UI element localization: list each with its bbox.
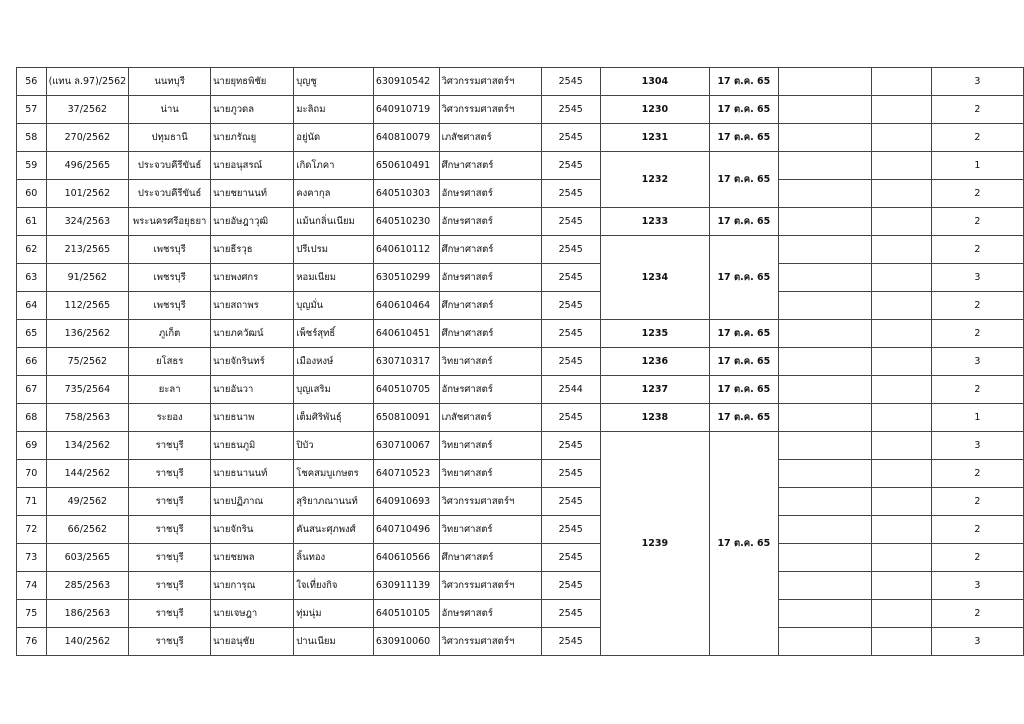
blank-cell-b <box>871 348 931 376</box>
faculty-cell: วิศวกรรมศาสตร์ฯ <box>439 488 541 516</box>
group-code-cell: 1234 <box>600 236 709 320</box>
blank-cell-b <box>871 572 931 600</box>
first-name-cell: นายภควัฒน์ <box>211 320 294 348</box>
reference-number-cell: 496/2565 <box>46 152 129 180</box>
count-cell: 3 <box>931 348 1023 376</box>
count-cell: 3 <box>931 628 1023 656</box>
table-row <box>17 208 1024 236</box>
group-code-cell: 1235 <box>600 320 709 348</box>
faculty-cell: อักษรศาสตร์ <box>439 208 541 236</box>
count-cell: 2 <box>931 544 1023 572</box>
last-name-cell: ทุ่มนุ่ม <box>294 600 374 628</box>
blank-cell-a <box>778 124 871 152</box>
table-row <box>17 404 1024 432</box>
student-id-cell: 640610451 <box>373 320 439 348</box>
blank-cell-b <box>871 376 931 404</box>
last-name-cell: เกิดโภคา <box>294 152 374 180</box>
table-row <box>17 516 1024 544</box>
last-name-cell: คันสนะศุภพงศ์ <box>294 516 374 544</box>
row-number-cell: 62 <box>17 236 47 264</box>
reference-number-cell: 91/2562 <box>46 264 129 292</box>
blank-cell-a <box>778 320 871 348</box>
reference-number-cell: 285/2563 <box>46 572 129 600</box>
first-name-cell: นายอนุสรณ์ <box>211 152 294 180</box>
group-code-cell: 1239 <box>600 432 709 656</box>
last-name-cell: มะลิถม <box>294 96 374 124</box>
reference-number-cell: 66/2562 <box>46 516 129 544</box>
row-number-cell: 57 <box>17 96 47 124</box>
student-id-cell: 630910060 <box>373 628 439 656</box>
faculty-cell: อักษรศาสตร์ <box>439 600 541 628</box>
faculty-cell: วิศวกรรมศาสตร์ฯ <box>439 96 541 124</box>
first-name-cell: นายอันวา <box>211 376 294 404</box>
blank-cell-b <box>871 152 931 180</box>
birth-year-cell: 2545 <box>541 544 600 572</box>
province-cell: พระนครศรีอยุธยา <box>129 208 211 236</box>
faculty-cell: ศึกษาศาสตร์ <box>439 236 541 264</box>
province-cell: น่าน <box>129 96 211 124</box>
faculty-cell: อักษรศาสตร์ <box>439 264 541 292</box>
table-row <box>17 68 1024 96</box>
province-cell: ราชบุรี <box>129 460 211 488</box>
count-cell: 3 <box>931 68 1023 96</box>
blank-cell-a <box>778 180 871 208</box>
birth-year-cell: 2545 <box>541 404 600 432</box>
student-id-cell: 640610464 <box>373 292 439 320</box>
row-number-cell: 68 <box>17 404 47 432</box>
group-date-cell: 17 ต.ค. 65 <box>710 432 779 656</box>
last-name-cell: เต็มศิริพันธุ์ <box>294 404 374 432</box>
row-number-cell: 65 <box>17 320 47 348</box>
birth-year-cell: 2545 <box>541 236 600 264</box>
last-name-cell: บุญชู <box>294 68 374 96</box>
last-name-cell: คงคากุล <box>294 180 374 208</box>
table-row <box>17 124 1024 152</box>
reference-number-cell: 134/2562 <box>46 432 129 460</box>
province-cell: ปทุมธานี <box>129 124 211 152</box>
birth-year-cell: 2545 <box>541 348 600 376</box>
birth-year-cell: 2545 <box>541 432 600 460</box>
reference-number-cell: 186/2563 <box>46 600 129 628</box>
table-row <box>17 264 1024 292</box>
reference-number-cell: 136/2562 <box>46 320 129 348</box>
faculty-cell: เภสัชศาสตร์ <box>439 404 541 432</box>
group-date-cell: 17 ต.ค. 65 <box>710 236 779 320</box>
first-name-cell: นายพงศกร <box>211 264 294 292</box>
province-cell: นนทบุรี <box>129 68 211 96</box>
blank-cell-b <box>871 488 931 516</box>
table-row <box>17 460 1024 488</box>
blank-cell-b <box>871 600 931 628</box>
row-number-cell: 63 <box>17 264 47 292</box>
blank-cell-a <box>778 516 871 544</box>
blank-cell-a <box>778 460 871 488</box>
province-cell: ประจวบคีรีขันธ์ <box>129 152 211 180</box>
row-number-cell: 67 <box>17 376 47 404</box>
group-code-cell: 1230 <box>600 96 709 124</box>
blank-cell-a <box>778 600 871 628</box>
birth-year-cell: 2545 <box>541 180 600 208</box>
student-id-cell: 640710523 <box>373 460 439 488</box>
first-name-cell: นายชยานนท์ <box>211 180 294 208</box>
last-name-cell: ใจเที่ยงกิจ <box>294 572 374 600</box>
last-name-cell: เพ็ชร์สุทธิ์ <box>294 320 374 348</box>
table-row <box>17 180 1024 208</box>
province-cell: ราชบุรี <box>129 432 211 460</box>
blank-cell-a <box>778 292 871 320</box>
faculty-cell: วิทยาศาสตร์ <box>439 460 541 488</box>
count-cell: 2 <box>931 96 1023 124</box>
reference-number-cell: 49/2562 <box>46 488 129 516</box>
last-name-cell: เมืองหงษ์ <box>294 348 374 376</box>
student-id-cell: 650610491 <box>373 152 439 180</box>
birth-year-cell: 2544 <box>541 376 600 404</box>
blank-cell-a <box>778 376 871 404</box>
group-code-cell: 1238 <box>600 404 709 432</box>
province-cell: ระยอง <box>129 404 211 432</box>
row-number-cell: 60 <box>17 180 47 208</box>
blank-cell-b <box>871 628 931 656</box>
reference-number-cell: 270/2562 <box>46 124 129 152</box>
row-number-cell: 64 <box>17 292 47 320</box>
province-cell: ประจวบคีรีขันธ์ <box>129 180 211 208</box>
province-cell: ยะลา <box>129 376 211 404</box>
student-id-cell: 640510303 <box>373 180 439 208</box>
table-row <box>17 96 1024 124</box>
blank-cell-a <box>778 236 871 264</box>
group-date-cell: 17 ต.ค. 65 <box>710 348 779 376</box>
group-date-cell: 17 ต.ค. 65 <box>710 124 779 152</box>
row-number-cell: 69 <box>17 432 47 460</box>
faculty-cell: วิศวกรรมศาสตร์ฯ <box>439 628 541 656</box>
student-id-cell: 640610566 <box>373 544 439 572</box>
blank-cell-b <box>871 516 931 544</box>
student-id-cell: 640510705 <box>373 376 439 404</box>
table-row <box>17 320 1024 348</box>
group-code-cell: 1232 <box>600 152 709 208</box>
province-cell: ราชบุรี <box>129 600 211 628</box>
birth-year-cell: 2545 <box>541 572 600 600</box>
row-number-cell: 74 <box>17 572 47 600</box>
first-name-cell: นายจักรินทร์ <box>211 348 294 376</box>
first-name-cell: นายธนานนท์ <box>211 460 294 488</box>
first-name-cell: นายธนภูมิ <box>211 432 294 460</box>
group-date-cell: 17 ต.ค. 65 <box>710 68 779 96</box>
last-name-cell: หอมเนียม <box>294 264 374 292</box>
blank-cell-b <box>871 236 931 264</box>
first-name-cell: นายภรัณยู <box>211 124 294 152</box>
student-id-cell: 640510230 <box>373 208 439 236</box>
group-code-cell: 1237 <box>600 376 709 404</box>
first-name-cell: นายภูวดล <box>211 96 294 124</box>
table-row <box>17 152 1024 180</box>
birth-year-cell: 2545 <box>541 68 600 96</box>
table-row <box>17 376 1024 404</box>
faculty-cell: วิศวกรรมศาสตร์ฯ <box>439 572 541 600</box>
last-name-cell: ปานเนียม <box>294 628 374 656</box>
birth-year-cell: 2545 <box>541 460 600 488</box>
reference-number-cell: 144/2562 <box>46 460 129 488</box>
blank-cell-a <box>778 68 871 96</box>
blank-cell-a <box>778 152 871 180</box>
group-code-cell: 1231 <box>600 124 709 152</box>
group-code-cell: 1304 <box>600 68 709 96</box>
birth-year-cell: 2545 <box>541 628 600 656</box>
blank-cell-b <box>871 96 931 124</box>
province-cell: ภูเก็ต <box>129 320 211 348</box>
blank-cell-b <box>871 320 931 348</box>
group-date-cell: 17 ต.ค. 65 <box>710 376 779 404</box>
group-date-cell: 17 ต.ค. 65 <box>710 96 779 124</box>
blank-cell-b <box>871 432 931 460</box>
reference-number-cell: 324/2563 <box>46 208 129 236</box>
blank-cell-b <box>871 404 931 432</box>
blank-cell-a <box>778 348 871 376</box>
count-cell: 2 <box>931 376 1023 404</box>
student-id-cell: 640610112 <box>373 236 439 264</box>
table-row <box>17 600 1024 628</box>
reference-number-cell: 735/2564 <box>46 376 129 404</box>
student-id-cell: 640710496 <box>373 516 439 544</box>
faculty-cell: ศึกษาศาสตร์ <box>439 544 541 572</box>
row-number-cell: 72 <box>17 516 47 544</box>
blank-cell-b <box>871 124 931 152</box>
province-cell: ราชบุรี <box>129 572 211 600</box>
count-cell: 2 <box>931 236 1023 264</box>
row-number-cell: 56 <box>17 68 47 96</box>
row-number-cell: 76 <box>17 628 47 656</box>
student-id-cell: 630710317 <box>373 348 439 376</box>
faculty-cell: วิทยาศาสตร์ <box>439 348 541 376</box>
faculty-cell: อักษรศาสตร์ <box>439 376 541 404</box>
row-number-cell: 59 <box>17 152 47 180</box>
count-cell: 2 <box>931 292 1023 320</box>
faculty-cell: เภสัชศาสตร์ <box>439 124 541 152</box>
first-name-cell: นายปฏิภาณ <box>211 488 294 516</box>
faculty-cell: วิทยาศาสตร์ <box>439 516 541 544</box>
first-name-cell: นายชยพล <box>211 544 294 572</box>
student-id-cell: 630911139 <box>373 572 439 600</box>
reference-number-cell: (แทน ล.97)/2562 <box>46 68 129 96</box>
table-row <box>17 488 1024 516</box>
blank-cell-b <box>871 208 931 236</box>
first-name-cell: นายอนุชัย <box>211 628 294 656</box>
group-code-cell: 1236 <box>600 348 709 376</box>
reference-number-cell: 75/2562 <box>46 348 129 376</box>
row-number-cell: 66 <box>17 348 47 376</box>
first-name-cell: นายเจษฎา <box>211 600 294 628</box>
blank-cell-b <box>871 460 931 488</box>
birth-year-cell: 2545 <box>541 96 600 124</box>
last-name-cell: ปิบัว <box>294 432 374 460</box>
blank-cell-b <box>871 292 931 320</box>
blank-cell-a <box>778 432 871 460</box>
last-name-cell: บุญมั่น <box>294 292 374 320</box>
count-cell: 2 <box>931 208 1023 236</box>
faculty-cell: ศึกษาศาสตร์ <box>439 320 541 348</box>
last-name-cell: สุริยาภณานนท์ <box>294 488 374 516</box>
row-number-cell: 73 <box>17 544 47 572</box>
count-cell: 3 <box>931 432 1023 460</box>
first-name-cell: นายจักริน <box>211 516 294 544</box>
reference-number-cell: 213/2565 <box>46 236 129 264</box>
first-name-cell: นายอัษฎาวุฒิ <box>211 208 294 236</box>
row-number-cell: 70 <box>17 460 47 488</box>
last-name-cell: บุญเสริม <box>294 376 374 404</box>
blank-cell-b <box>871 264 931 292</box>
blank-cell-b <box>871 180 931 208</box>
last-name-cell: อยู่นัด <box>294 124 374 152</box>
group-date-cell: 17 ต.ค. 65 <box>710 404 779 432</box>
last-name-cell: โชคสมบูเกษตร <box>294 460 374 488</box>
faculty-cell: วิศวกรรมศาสตร์ฯ <box>439 68 541 96</box>
group-date-cell: 17 ต.ค. 65 <box>710 208 779 236</box>
table-row <box>17 348 1024 376</box>
student-id-cell: 640810079 <box>373 124 439 152</box>
blank-cell-a <box>778 488 871 516</box>
birth-year-cell: 2545 <box>541 488 600 516</box>
blank-cell-a <box>778 208 871 236</box>
reference-number-cell: 140/2562 <box>46 628 129 656</box>
birth-year-cell: 2545 <box>541 152 600 180</box>
blank-cell-a <box>778 628 871 656</box>
last-name-cell: ลิ้นทอง <box>294 544 374 572</box>
student-id-cell: 630710067 <box>373 432 439 460</box>
count-cell: 2 <box>931 460 1023 488</box>
count-cell: 1 <box>931 404 1023 432</box>
student-id-cell: 640910719 <box>373 96 439 124</box>
province-cell: ยโสธร <box>129 348 211 376</box>
count-cell: 3 <box>931 264 1023 292</box>
count-cell: 2 <box>931 320 1023 348</box>
records-table <box>16 67 1024 656</box>
count-cell: 2 <box>931 516 1023 544</box>
count-cell: 2 <box>931 180 1023 208</box>
row-number-cell: 58 <box>17 124 47 152</box>
blank-cell-a <box>778 264 871 292</box>
birth-year-cell: 2545 <box>541 320 600 348</box>
faculty-cell: วิทยาศาสตร์ <box>439 432 541 460</box>
province-cell: ราชบุรี <box>129 628 211 656</box>
reference-number-cell: 112/2565 <box>46 292 129 320</box>
birth-year-cell: 2545 <box>541 208 600 236</box>
table-row <box>17 292 1024 320</box>
student-id-cell: 640510105 <box>373 600 439 628</box>
student-id-cell: 630910542 <box>373 68 439 96</box>
province-cell: ราชบุรี <box>129 488 211 516</box>
birth-year-cell: 2545 <box>541 516 600 544</box>
reference-number-cell: 758/2563 <box>46 404 129 432</box>
birth-year-cell: 2545 <box>541 124 600 152</box>
reference-number-cell: 603/2565 <box>46 544 129 572</box>
faculty-cell: อักษรศาสตร์ <box>439 180 541 208</box>
first-name-cell: นายธีรวุธ <box>211 236 294 264</box>
blank-cell-a <box>778 96 871 124</box>
first-name-cell: นายการุณ <box>211 572 294 600</box>
blank-cell-b <box>871 544 931 572</box>
row-number-cell: 61 <box>17 208 47 236</box>
count-cell: 2 <box>931 124 1023 152</box>
table-row <box>17 628 1024 656</box>
row-number-cell: 71 <box>17 488 47 516</box>
blank-cell-a <box>778 404 871 432</box>
first-name-cell: นายยุทธพิชัย <box>211 68 294 96</box>
group-date-cell: 17 ต.ค. 65 <box>710 152 779 208</box>
faculty-cell: ศึกษาศาสตร์ <box>439 292 541 320</box>
student-id-cell: 650810091 <box>373 404 439 432</box>
province-cell: เพชรบุรี <box>129 236 211 264</box>
blank-cell-b <box>871 68 931 96</box>
count-cell: 1 <box>931 152 1023 180</box>
table-row <box>17 572 1024 600</box>
first-name-cell: นายธนาพ <box>211 404 294 432</box>
blank-cell-a <box>778 544 871 572</box>
province-cell: ราชบุรี <box>129 516 211 544</box>
province-cell: เพชรบุรี <box>129 292 211 320</box>
table-row <box>17 544 1024 572</box>
last-name-cell: ปรีเปรม <box>294 236 374 264</box>
count-cell: 2 <box>931 488 1023 516</box>
table-row <box>17 432 1024 460</box>
birth-year-cell: 2545 <box>541 292 600 320</box>
province-cell: ราชบุรี <box>129 544 211 572</box>
student-id-cell: 640910693 <box>373 488 439 516</box>
student-id-cell: 630510299 <box>373 264 439 292</box>
group-date-cell: 17 ต.ค. 65 <box>710 320 779 348</box>
birth-year-cell: 2545 <box>541 264 600 292</box>
group-code-cell: 1233 <box>600 208 709 236</box>
province-cell: เพชรบุรี <box>129 264 211 292</box>
last-name-cell: แม้นกลิ่นเนียม <box>294 208 374 236</box>
row-number-cell: 75 <box>17 600 47 628</box>
blank-cell-a <box>778 572 871 600</box>
reference-number-cell: 101/2562 <box>46 180 129 208</box>
first-name-cell: นายสถาพร <box>211 292 294 320</box>
records-body <box>17 68 1024 656</box>
birth-year-cell: 2545 <box>541 600 600 628</box>
table-row <box>17 236 1024 264</box>
faculty-cell: ศึกษาศาสตร์ <box>439 152 541 180</box>
count-cell: 3 <box>931 572 1023 600</box>
reference-number-cell: 37/2562 <box>46 96 129 124</box>
count-cell: 2 <box>931 600 1023 628</box>
